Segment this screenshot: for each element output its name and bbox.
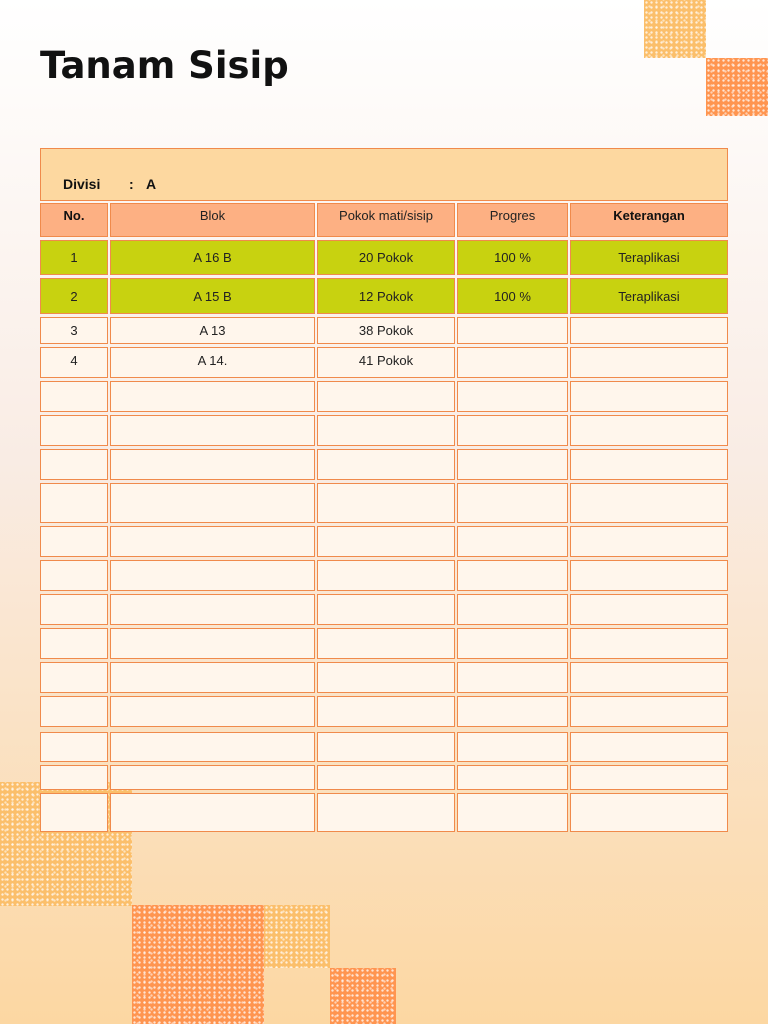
empty-cell — [317, 732, 455, 762]
cell-keterangan — [570, 347, 728, 378]
empty-cell — [40, 793, 108, 832]
empty-cell — [40, 594, 108, 625]
cell-blok: A 16 B — [110, 240, 315, 275]
empty-table-row — [40, 628, 728, 659]
empty-cell — [570, 526, 728, 557]
empty-cell — [457, 594, 568, 625]
empty-table-row — [40, 732, 728, 762]
table-row — [40, 240, 728, 275]
column-header-progres: Progres — [457, 203, 568, 237]
deco-block-bottom-3 — [264, 905, 330, 968]
empty-cell — [110, 560, 315, 591]
empty-cell — [457, 628, 568, 659]
empty-cell — [457, 449, 568, 480]
divisi-label: Divisi — [63, 176, 101, 192]
empty-cell — [457, 483, 568, 523]
empty-cell — [570, 483, 728, 523]
empty-cell — [570, 560, 728, 591]
empty-cell — [110, 415, 315, 446]
page-title: Tanam Sisip — [40, 44, 289, 87]
empty-table-row — [40, 381, 728, 412]
table-row — [40, 317, 728, 344]
empty-cell — [110, 381, 315, 412]
empty-cell — [570, 381, 728, 412]
empty-cell — [317, 381, 455, 412]
empty-cell — [40, 628, 108, 659]
cell-pokok: 12 Pokok — [317, 278, 455, 314]
divisi-bar — [40, 148, 728, 201]
empty-cell — [40, 662, 108, 693]
empty-cell — [317, 696, 455, 727]
empty-cell — [40, 765, 108, 790]
empty-cell — [570, 662, 728, 693]
deco-block-bottom-4 — [330, 968, 396, 1024]
deco-block-bottom-2 — [132, 905, 264, 1024]
empty-cell — [570, 696, 728, 727]
empty-cell — [110, 483, 315, 523]
empty-cell — [317, 765, 455, 790]
cell-blok: A 15 B — [110, 278, 315, 314]
cell-keterangan: Teraplikasi — [570, 278, 728, 314]
empty-cell — [110, 594, 315, 625]
empty-cell — [40, 449, 108, 480]
empty-cell — [457, 526, 568, 557]
cell-progres: 100 % — [457, 278, 568, 314]
empty-table-row — [40, 449, 728, 480]
empty-table-row — [40, 526, 728, 557]
empty-cell — [110, 526, 315, 557]
cell-no: 1 — [40, 240, 108, 275]
cell-blok: A 14. — [110, 347, 315, 378]
table-row — [40, 347, 728, 378]
empty-cell — [110, 793, 315, 832]
cell-blok: A 13 — [110, 317, 315, 344]
empty-cell — [317, 628, 455, 659]
empty-cell — [40, 415, 108, 446]
cell-pokok: 20 Pokok — [317, 240, 455, 275]
empty-cell — [40, 560, 108, 591]
empty-cell — [457, 696, 568, 727]
empty-cell — [457, 415, 568, 446]
table-row — [40, 278, 728, 314]
empty-cell — [457, 662, 568, 693]
empty-cell — [570, 449, 728, 480]
column-header-pokok: Pokok mati/sisip — [317, 203, 455, 237]
empty-cell — [110, 662, 315, 693]
empty-cell — [570, 793, 728, 832]
divisi-value: A — [146, 176, 157, 192]
empty-cell — [317, 415, 455, 446]
column-header-blok: Blok — [110, 203, 315, 237]
cell-no: 2 — [40, 278, 108, 314]
empty-cell — [570, 732, 728, 762]
empty-cell — [570, 594, 728, 625]
cell-progres — [457, 317, 568, 344]
empty-cell — [570, 765, 728, 790]
empty-table-row — [40, 560, 728, 591]
empty-table-row — [40, 662, 728, 693]
empty-cell — [110, 449, 315, 480]
cell-no: 3 — [40, 317, 108, 344]
empty-cell — [317, 662, 455, 693]
divisi-separator: : — [129, 176, 134, 192]
empty-cell — [457, 793, 568, 832]
empty-table-row — [40, 696, 728, 727]
empty-cell — [457, 765, 568, 790]
empty-cell — [317, 594, 455, 625]
deco-block-top-1 — [644, 0, 706, 58]
cell-keterangan — [570, 317, 728, 344]
empty-cell — [457, 381, 568, 412]
empty-cell — [40, 696, 108, 727]
tanam-sisip-table — [40, 148, 728, 368]
empty-cell — [457, 732, 568, 762]
empty-table-row — [40, 415, 728, 446]
empty-cell — [317, 449, 455, 480]
table-header-row — [40, 203, 728, 237]
empty-cell — [570, 415, 728, 446]
empty-cell — [457, 560, 568, 591]
empty-table-row — [40, 594, 728, 625]
column-header-no: No. — [40, 203, 108, 237]
deco-block-top-2 — [706, 58, 768, 116]
empty-cell — [110, 628, 315, 659]
empty-cell — [40, 732, 108, 762]
cell-pokok: 38 Pokok — [317, 317, 455, 344]
empty-cell — [570, 628, 728, 659]
cell-keterangan: Teraplikasi — [570, 240, 728, 275]
cell-progres: 100 % — [457, 240, 568, 275]
empty-cell — [110, 732, 315, 762]
empty-table-row — [40, 793, 728, 832]
empty-cell — [40, 381, 108, 412]
empty-table-row — [40, 765, 728, 790]
empty-cell — [317, 526, 455, 557]
empty-cell — [110, 696, 315, 727]
empty-cell — [40, 526, 108, 557]
cell-pokok: 41 Pokok — [317, 347, 455, 378]
empty-cell — [317, 560, 455, 591]
column-header-keterangan: Keterangan — [570, 203, 728, 237]
empty-cell — [110, 765, 315, 790]
empty-cell — [317, 793, 455, 832]
empty-cell — [317, 483, 455, 523]
cell-progres — [457, 347, 568, 378]
cell-no: 4 — [40, 347, 108, 378]
empty-cell — [40, 483, 108, 523]
empty-table-row — [40, 483, 728, 523]
